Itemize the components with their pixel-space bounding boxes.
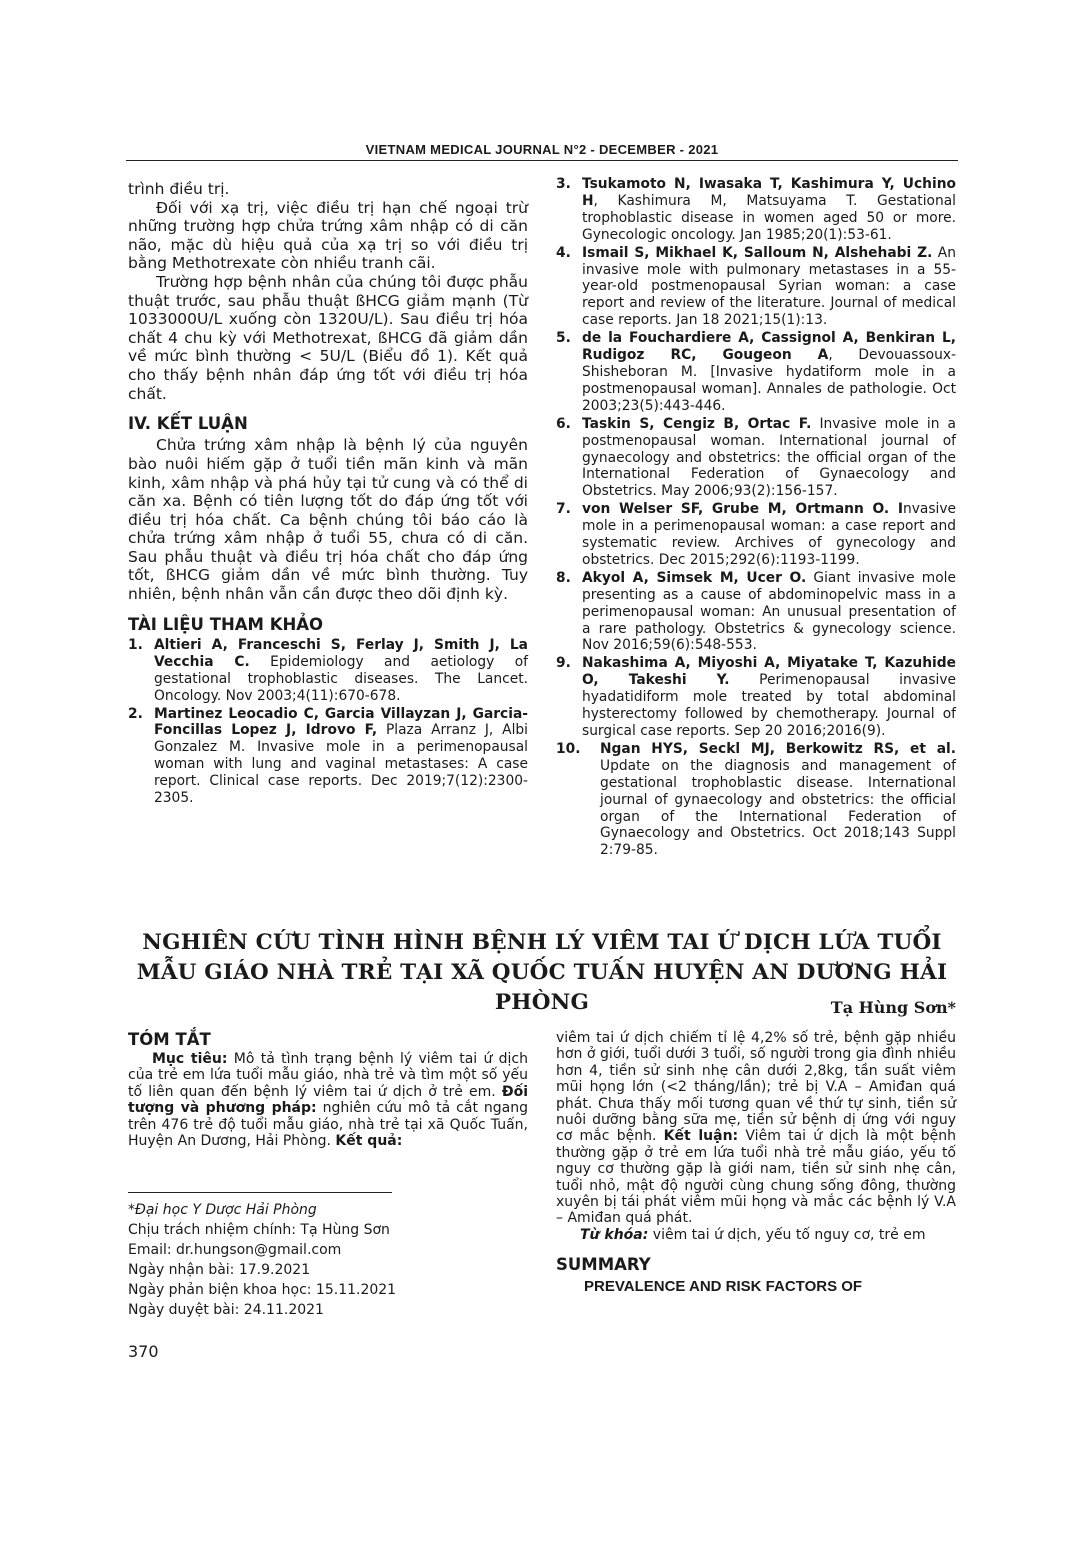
reference-number: 9. (556, 655, 571, 672)
journal-header: VIETNAM MEDICAL JOURNAL N°2 - DECEMBER - 2021 (365, 142, 719, 157)
received-date: Ngày nhận bài: 17.9.2021 (128, 1262, 311, 1278)
reference-body (582, 501, 956, 569)
reference-number: 7. (556, 501, 571, 518)
methods-label: Đối tượng và phương pháp: (128, 1083, 528, 1117)
abstract-paragraph (128, 1051, 528, 1149)
reference-item (556, 330, 956, 415)
abstract-heading: TÓM TẮT (128, 1030, 211, 1049)
reference-item (556, 501, 956, 569)
reference-text: Perimenopausal invasive hyadatidiform mole treated by total abdominal hysterectomy followed by chemotherapy. Journal of surgical case reports. Sep 20 2016;2016(9). (582, 672, 957, 739)
methods-text: nghiên cứu mô tả cắt ngang trên 476 trẻ độ tuổi mẫu giáo, nhà trẻ tại xã Quốc Tuấn, Huyện An Dương, Hải Phòng. (128, 1100, 528, 1150)
keywords-text: viêm tai ứ dịch, yếu tố nguy cơ, trẻ em (648, 1226, 926, 1243)
reference-number: 2. (128, 705, 143, 722)
responsible-author: Chịu trách nhiệm chính: Tạ Hùng Sơn (128, 1222, 390, 1238)
reference-item (556, 741, 956, 859)
reference-text: nvasive mole in a perimenopausal woman: a case report and systematic review. Archives of gynecology and obstetrics. Dec 2015;292(6):1193-1199. (582, 501, 956, 568)
header-rule (126, 160, 958, 161)
reference-authors: Martinez Leocadio C, Garcia Villayzan J, Garcia-Foncillas Lopez J, Idrovo F, (154, 705, 528, 739)
objective-label: Mục tiêu: (152, 1051, 228, 1067)
reference-item (128, 637, 528, 705)
right-column (556, 176, 956, 860)
page-number: 370 (128, 1342, 159, 1361)
reference-authors: Nakashima A, Miyoshi A, Miyatake T, Kazuhide O, Takeshi Y. (582, 655, 956, 689)
accepted-date: Ngày duyệt bài: 24.11.2021 (128, 1302, 324, 1318)
reference-text: Plaza Arranz J, Albi Gonzalez M. Invasive mole in a perimenopausal woman with lung and vaginal metastases: A case report. Clinical case reports. Dec 2019;7(12):2300-2305. (154, 722, 528, 807)
abstract-left (128, 1030, 528, 1149)
reference-list-left (128, 637, 528, 807)
reference-body (154, 637, 528, 705)
reference-text: Update on the diagnosis and management of gestational trophoblastic disease. International journal of gynaecology and obstetrics: the official organ of the International Federation of Gynaecology and Obstetrics. Oct 2018;143 Suppl 2:79-85. (600, 757, 956, 859)
reference-item (128, 706, 528, 807)
reference-number: 4. (556, 244, 571, 261)
reference-body (582, 570, 956, 655)
reference-body (582, 655, 956, 740)
reference-number: 8. (556, 569, 571, 586)
conclusion-paragraph: Chửa trứng xâm nhập là bệnh lý của nguyên bào nuôi hiếm gặp ở tuổi tiền mãn kinh và mãn kinh, xâm nhập và phá hủy tại tử cung và có thể di căn xa. Bệnh có tiên lượng tốt do đáp ứng tốt với điều trị hóa chất. Ca bệnh chúng tôi báo cáo là chửa trứng xâm nhập ở tuổi 55, chưa có di căn. Sau phẫu thuật và điều trị hóa chất cho đáp ứng tốt, ßHCG giảm dần về mức bình thường. Tuy nhiên, bệnh nhân vẫn cần được theo dõi định kỳ. (128, 436, 528, 604)
reference-text: Epidemiology and aetiology of gestational trophoblastic diseases. The Lancet. Oncology. Nov 2003;4(11):670-678. (154, 653, 528, 704)
objective-text: Mô tả tình trạng bệnh lý viêm tai ứ dịch của trẻ em lứa tuổi mẫu giáo, nhà trẻ và tìm một số yếu tố liên quan đến bệnh lý viêm tai ứ dịch ở trẻ em. (128, 1051, 528, 1100)
reference-body (582, 176, 956, 244)
keywords-label: Từ khóa: (580, 1226, 649, 1243)
paragraph: Trường hợp bệnh nhân của chúng tôi được phẫu thuật trước, sau phẫu thuật ßHCG giảm mạnh (Từ 1033000U/L xuống còn 1320U/L). Sau điều trị hóa chất 4 chu kỳ với Methotrexat, ßHCG đã giảm dần về mức bình thường < 5U/L (Biểu đồ 1). Kết quả cho thấy bệnh nhân đáp ứng tốt với điều trị hóa chất. (128, 272, 528, 403)
conclusion-label: Kết luận: (663, 1128, 739, 1145)
reference-body (582, 245, 956, 330)
reference-item (556, 570, 956, 655)
paragraph: trình điều trị. (128, 180, 230, 198)
reference-body (154, 706, 528, 807)
reference-authors: von Welser SF, Grube M, Ortmann O. I (582, 501, 903, 518)
reference-authors: Akyol A, Simsek M, Ucer O. (582, 569, 807, 586)
reference-authors: Altieri A, Franceschi S, Ferlay J, Smith J, La Vecchia C. (154, 636, 528, 670)
reference-number: 6. (556, 415, 571, 432)
results-label: Kết quả: (335, 1133, 403, 1150)
article-title-line: NGHIÊN CỨU TÌNH HÌNH BỆNH LÝ VIÊM TAI Ứ DỊCH LỨA TUỔI (142, 930, 942, 955)
email: Email: dr.hungson@gmail.com (128, 1242, 342, 1258)
footnote (128, 1200, 528, 1320)
summary-subtitle: PREVALENCE AND RISK FACTORS OF (584, 1278, 863, 1296)
reference-number: 5. (556, 330, 571, 347)
reference-number: 10. (556, 740, 581, 757)
affiliation: *Đại học Y Dược Hải Phòng (128, 1202, 317, 1218)
abstract-right (556, 1030, 956, 1295)
reference-text: An invasive mole with pulmonary metastases in a 55-year-old postmenopausal Syrian woman: a case report and review of the literature. Journal of medical case reports. Jan 18 2021;15(1):13. (582, 244, 956, 329)
reference-body (582, 330, 956, 415)
reference-item (556, 416, 956, 501)
reference-body (582, 416, 956, 501)
article-title-line: MẪU GIÁO NHÀ TRẺ TẠI XÃ QUỐC TUẤN HUYỆN AN DƯƠNG HẢI PHÒNG (136, 960, 948, 1015)
reference-text: , Devouassoux-Shisheboran M. [Invasive hydatiform mole in a postmenopausal woman]. Annales de pathologie. Oct 2003;23(5):443-446. (582, 347, 956, 414)
reference-list-right (556, 176, 956, 859)
reference-item (556, 655, 956, 740)
abstract-paragraph (556, 1030, 956, 1227)
footnote-rule (128, 1192, 392, 1193)
reference-authors: Ismail S, Mikhael K, Salloum N, Alshehabi Z. (582, 244, 933, 261)
conclusion-text: Viêm tai ứ dịch là một bệnh thường gặp ở trẻ em lứa tuổi nhà trẻ mẫu giáo, yếu tố nguy cơ thường gặp là giới nam, tiền sử sinh nhẹ cân, tuổi nhỏ, mật độ người cùng chung sống đông, thường xuyên bị tái phát viêm mũi họng và mắc các bệnh lý V.A – Amiđan quá phát. (556, 1128, 956, 1227)
results-text: viêm tai ứ dịch chiếm tỉ lệ 4,2% số trẻ, bệnh gặp nhiều hơn ở giới, tuổi dưới 3 tuổi, số người trong gia đình nhiều hơn 4, tiền sử sinh nhẹ cân dưới 2,8kg, tần suất viêm mũi họng lớn (<2 tháng/lần); trẻ bị V.A – Amiđan quá phát. Chưa thấy mối tương quan về thứ tự sinh, tiền sử nuôi dưỡng bằng sữa mẹ, tiền sử bệnh dị ứng với nguy cơ mắc bệnh. (556, 1030, 956, 1145)
reference-authors: Taskin S, Cengiz B, Ortac F. (582, 415, 812, 432)
reference-item (556, 245, 956, 330)
paragraph: Đối với xạ trị, việc điều trị hạn chế ngoại trừ những trường hợp chửa trứng xâm nhập có di căn não, mặc dù hiệu quả của xạ trị so với điều trị bằng Methotrexate còn nhiều tranh cãi. (128, 198, 528, 273)
reference-body (600, 741, 956, 859)
review-date: Ngày phản biện khoa học: 15.11.2021 (128, 1282, 397, 1298)
references-heading: TÀI LIỆU THAM KHẢO (128, 614, 324, 634)
reference-number: 3. (556, 176, 571, 192)
left-column (128, 180, 528, 808)
reference-text: , Kashimura M, Matsuyama T. Gestational trophoblastic disease in women aged 50 or more. Gynecologic oncology. Jan 1985;20(1):53-61. (582, 192, 956, 243)
reference-item (556, 176, 956, 244)
summary-heading: SUMMARY (556, 1255, 651, 1275)
reference-authors: Tsukamoto N, Iwasaka T, Kashimura Y, Uchino H (582, 176, 956, 209)
reference-authors: de la Fouchardiere A, Cassignol A, Benkiran L, Rudigoz RC, Gougeon A (582, 330, 956, 364)
reference-number: 1. (128, 636, 143, 653)
article-author: Tạ Hùng Sơn* (830, 998, 956, 1017)
keywords (556, 1227, 956, 1243)
reference-text: Invasive mole in a postmenopausal woman. International journal of gynaecology and obstetrics: the official organ of the International Federation of Gynaecology and Obstetrics. May 2006;93(2):156-157. (582, 415, 956, 500)
conclusion-heading: IV. KẾT LUẬN (128, 414, 248, 434)
reference-text: Giant invasive mole presenting as a cause of abdominopelvic mass in a perimenopausal woman: An unusual presentation of a rare pathology. Obstetrics & gynecology science. Nov 2016;59(6):548-553. (582, 569, 956, 654)
reference-authors: Ngan HYS, Seckl MJ, Berkowitz RS, et al. (600, 740, 956, 757)
